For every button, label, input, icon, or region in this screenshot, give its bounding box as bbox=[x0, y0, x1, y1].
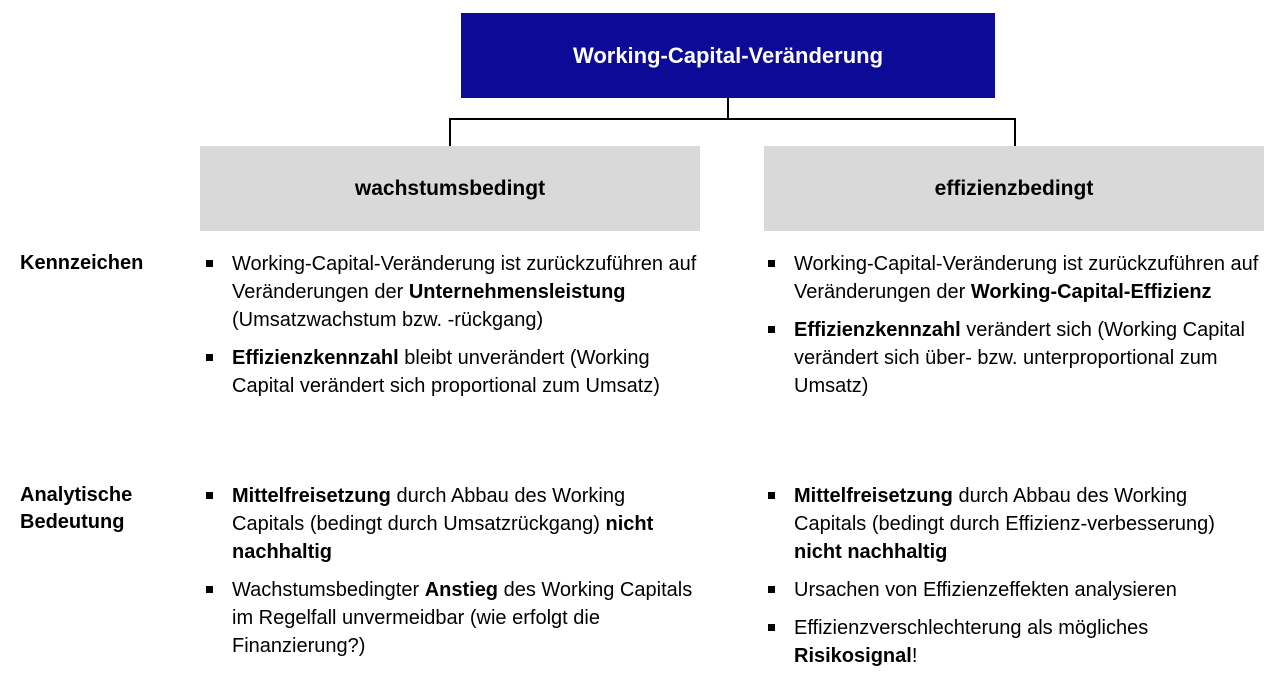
row-label-line: Bedeutung bbox=[20, 511, 125, 533]
category-wachstumsbedingt bbox=[200, 146, 700, 231]
bullet-text: durch Abbau des Working Capitals (bedingt durch Umsatzrückgang) bbox=[232, 485, 626, 535]
root-title: Working-Capital-Veränderung bbox=[572, 42, 884, 68]
bullet-bold-text: Effizienzkennzahl bbox=[794, 319, 961, 341]
row-label-analytische-bedeutung bbox=[20, 482, 195, 536]
category-effizienzbedingt bbox=[764, 146, 1264, 231]
bullet-text: Ursachen von Effizienzeffekten analysieren bbox=[794, 579, 1177, 601]
bullet-item bbox=[201, 482, 701, 566]
bullet-bold-text: Anstieg bbox=[424, 579, 499, 601]
bullet-text: Working-Capital-Veränderung ist zurückzuführen auf Veränderungen der bbox=[232, 253, 697, 303]
bullet-bold-text: Risikosignal bbox=[794, 645, 912, 667]
bullet-item bbox=[763, 316, 1263, 400]
cell-kennzeichen-wachstum bbox=[201, 250, 701, 400]
bullet-item bbox=[763, 614, 1263, 670]
row-label-line: Kennzeichen bbox=[20, 252, 144, 274]
category-label: wachstumsbedingt bbox=[354, 176, 546, 200]
connector-horizontal bbox=[449, 118, 1016, 120]
cell-kennzeichen-effizienz bbox=[763, 250, 1263, 400]
bullet-text: bleibt unverändert (Working Capital verändert sich proportional zum Umsatz) bbox=[232, 347, 660, 397]
bullet-text: Effizienzverschlechterung als mögliches bbox=[794, 617, 1149, 639]
bullet-item bbox=[201, 576, 701, 660]
bullet-item bbox=[763, 576, 1263, 604]
bullet-bold-text: Unternehmensleistung bbox=[408, 281, 626, 303]
bullet-item bbox=[201, 250, 701, 334]
connector-right-drop bbox=[1014, 118, 1016, 146]
row-label-kennzeichen bbox=[20, 250, 195, 277]
root-node bbox=[461, 13, 995, 98]
bullet-item bbox=[201, 344, 701, 400]
bullet-bold-text: nicht nachhaltig bbox=[232, 513, 654, 563]
bullet-text: des Working Capitals im Regelfall unvermeidbar (wie erfolgt die Finanzierung?) bbox=[232, 579, 693, 657]
cell-bedeutung-effizienz bbox=[763, 482, 1263, 670]
bullet-item bbox=[763, 250, 1263, 306]
bullet-text: Wachstumsbedingter bbox=[232, 579, 425, 601]
bullet-text: durch Abbau des Working Capitals (bedingt durch Effizienz-verbesserung) bbox=[794, 485, 1215, 535]
bullet-bold-text: Working-Capital-Effizienz bbox=[970, 281, 1212, 303]
bullet-bold-text: Effizienzkennzahl bbox=[232, 347, 399, 369]
cell-bedeutung-wachstum bbox=[201, 482, 701, 660]
bullet-bold-text: Mittelfreisetzung bbox=[232, 485, 391, 507]
bullet-text: (Umsatzwachstum bzw. -rückgang) bbox=[232, 309, 544, 331]
row-label-line: Analytische bbox=[20, 484, 133, 506]
connector-left-drop bbox=[449, 118, 451, 146]
bullet-item bbox=[763, 482, 1263, 566]
bullet-text: verändert sich (Working Capital verändert sich über- bzw. unterproportional zum Umsatz) bbox=[794, 319, 1245, 397]
category-label: effizienzbedingt bbox=[934, 176, 1094, 200]
bullet-bold-text: Mittelfreisetzung bbox=[794, 485, 953, 507]
connector-vertical-root bbox=[727, 98, 729, 120]
bullet-text: ! bbox=[911, 645, 918, 667]
bullet-bold-text: nicht nachhaltig bbox=[794, 541, 948, 563]
bullet-text: Working-Capital-Veränderung ist zurückzuführen auf Veränderungen der bbox=[794, 253, 1259, 303]
